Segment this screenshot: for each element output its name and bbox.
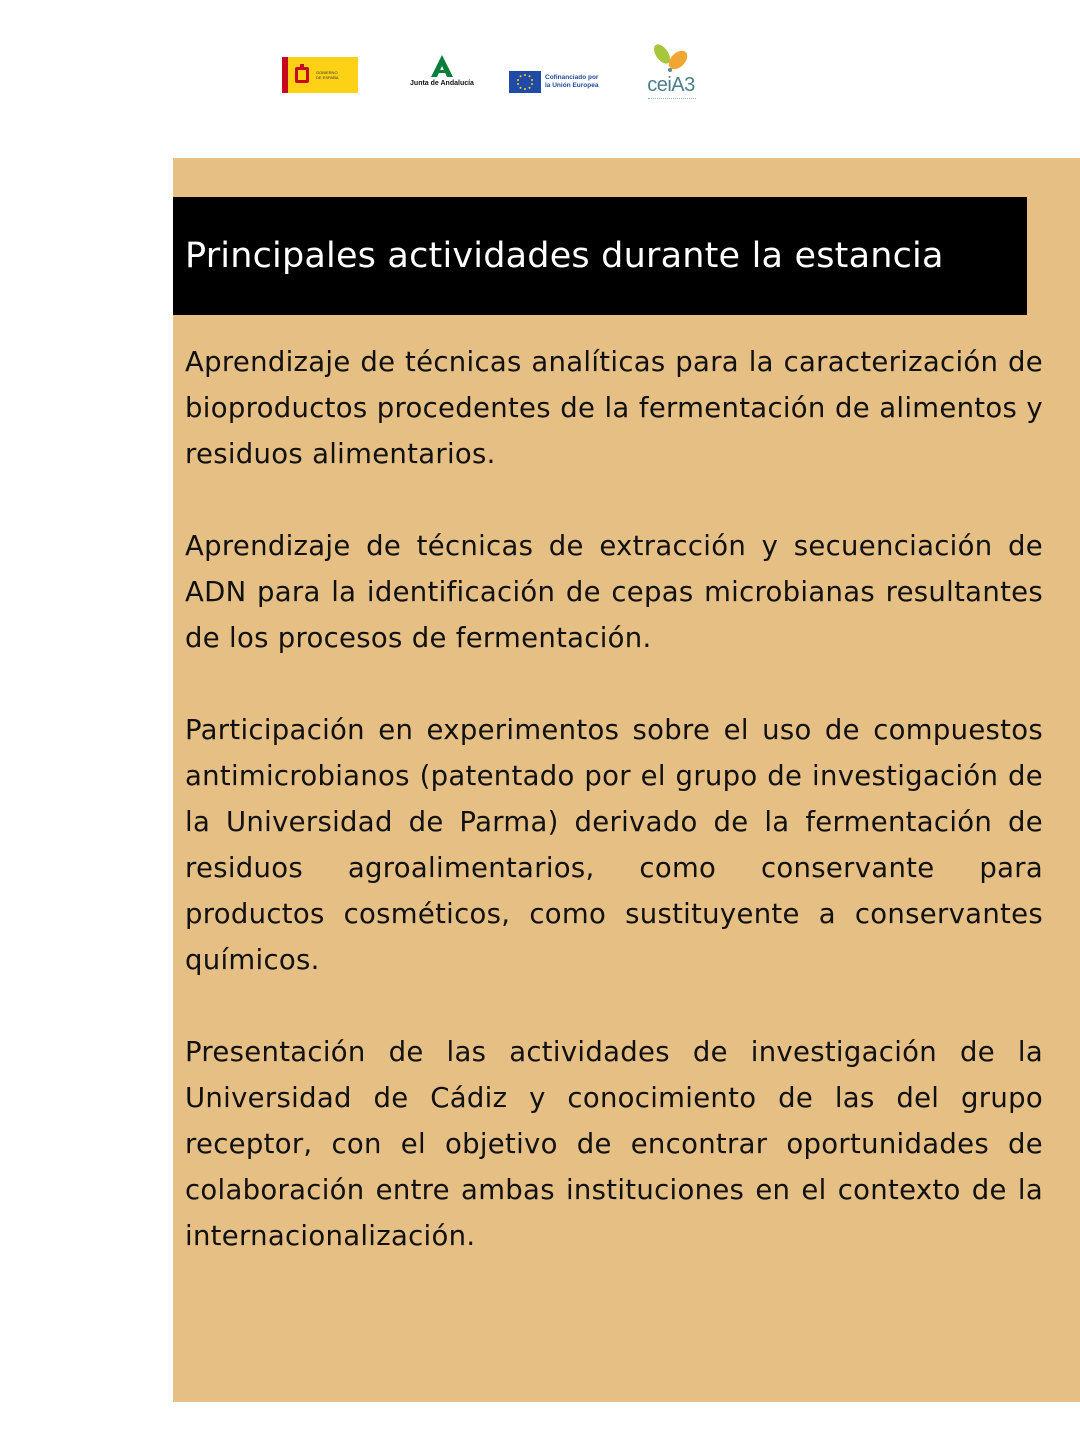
ceia3-logo-text: ceiA3 — [647, 74, 695, 96]
junta-a-icon — [429, 54, 455, 78]
panel-header — [173, 197, 1027, 315]
eu-flag-icon — [509, 71, 541, 93]
junta-andalucia-logo — [408, 54, 476, 94]
gobierno-espana-logo — [282, 57, 358, 93]
panel-title: Principales actividades durante la estancia — [185, 236, 944, 276]
union-europea-logo — [509, 70, 609, 94]
ceia3-leaves-icon — [634, 40, 708, 76]
logo-bar — [0, 40, 1080, 120]
gob-logo-text: GOBIERNO DE ESPAÑA — [316, 70, 339, 80]
activities-list — [185, 339, 1043, 1305]
ceia3-logo — [634, 40, 708, 112]
coat-of-arms-icon — [293, 64, 311, 86]
activities-panel — [173, 158, 1080, 1402]
ceia3-tagline — [648, 98, 696, 103]
activity-paragraph: Aprendizaje de técnicas analíticas para la caracterización de bioproductos procedentes de la fermentación de alimentos y residuos alimentarios. — [185, 346, 1043, 470]
activity-paragraph: Presentación de las actividades de investigación de la Universidad de Cádiz y conocimiento de las del grupo receptor, con el objetivo de encontrar oportunidades de colaboración entre ambas instituciones en el contexto de la internacionalización. — [185, 1036, 1043, 1252]
junta-logo-text: Junta de Andalucía — [410, 80, 474, 87]
activity-paragraph: Aprendizaje de técnicas de extracción y secuenciación de ADN para la identificación de cepas microbianas resultantes de los procesos de fermentación. — [185, 530, 1043, 654]
gob-flag-stripe — [282, 57, 288, 93]
activity-paragraph: Participación en experimentos sobre el uso de compuestos antimicrobianos (patentado por el grupo de investigación de la Universidad de Parma) derivado de la fermentación de residuos agroalimentarios, como conservante para productos cosméticos, como sustituyente a conservantes químicos. — [185, 714, 1043, 976]
eu-logo-text: Cofinanciado por la Unión Europea — [545, 74, 599, 89]
